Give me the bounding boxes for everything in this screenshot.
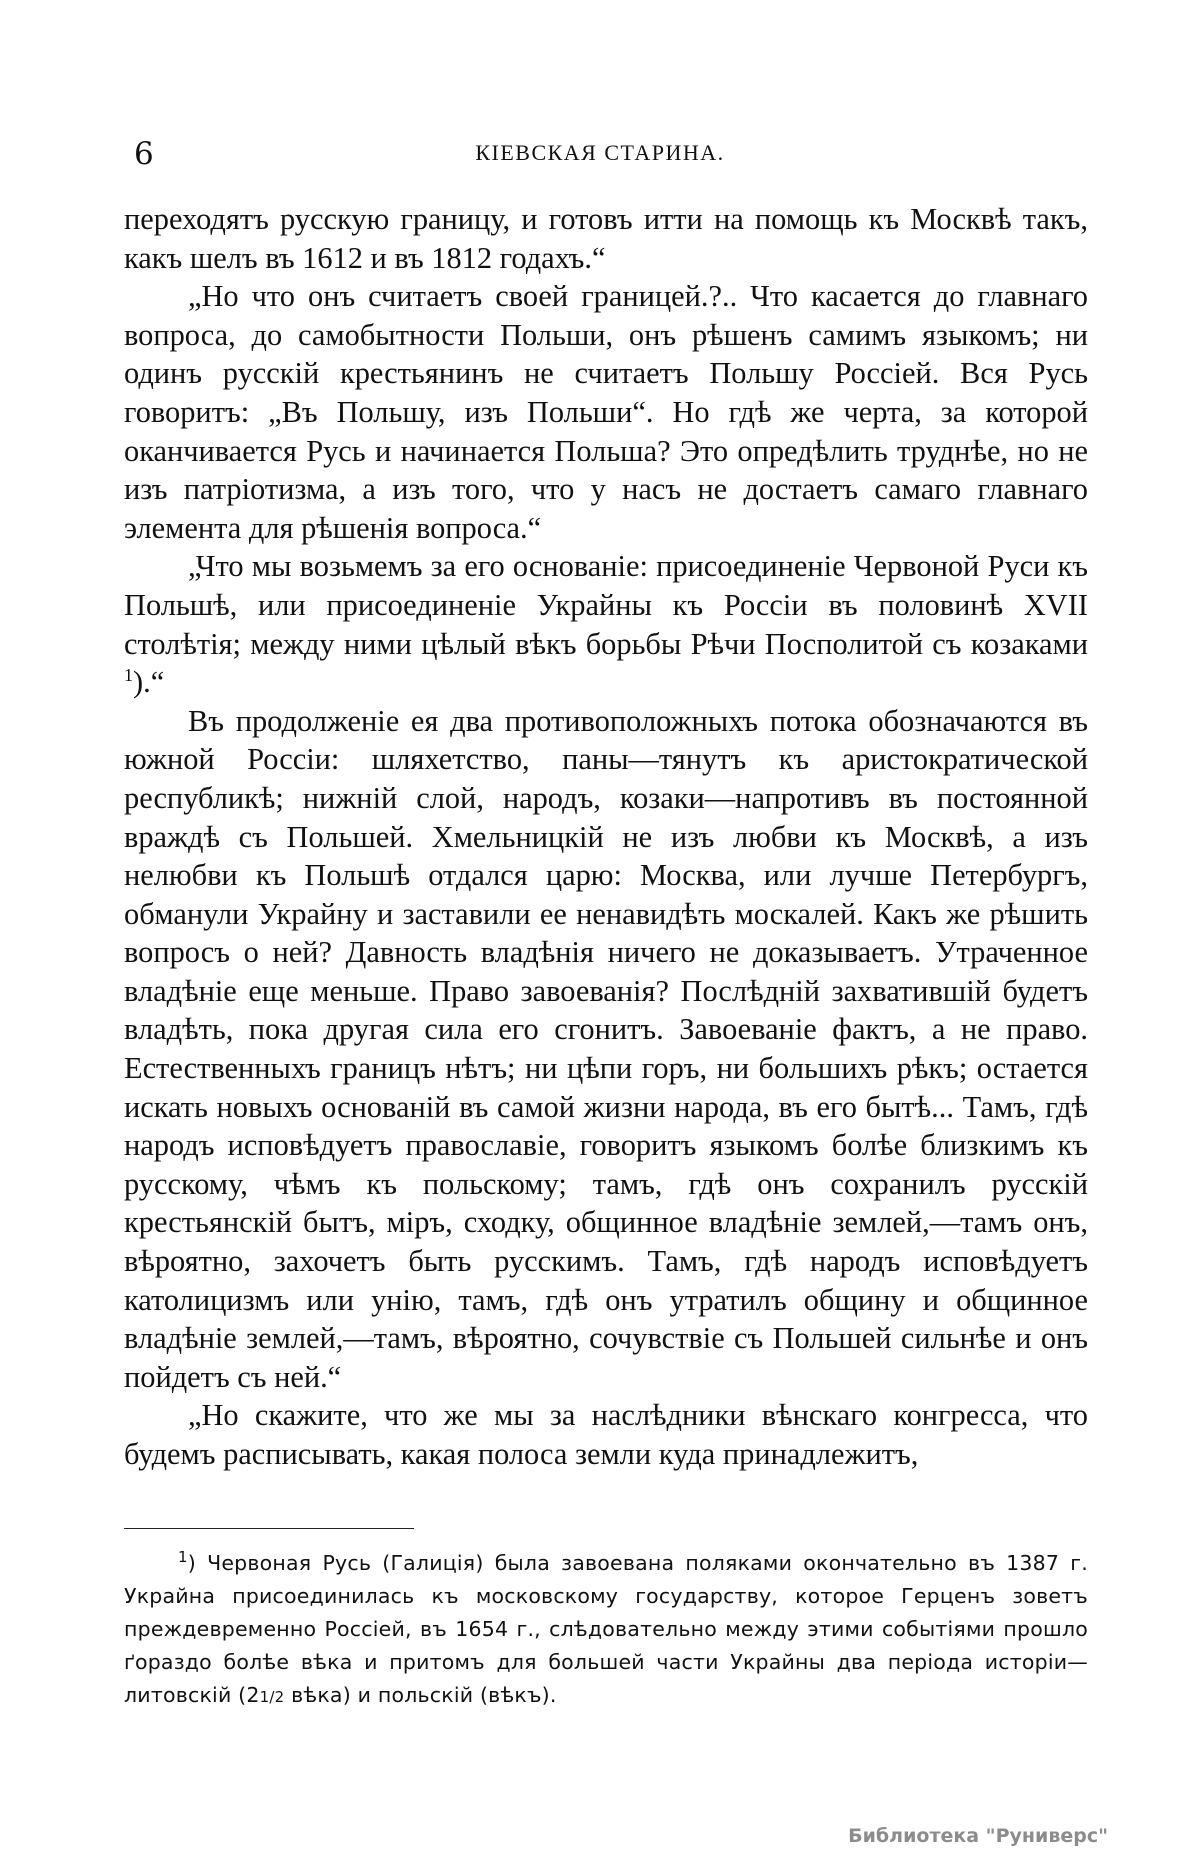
paragraph-3-closing: ).“ — [133, 665, 165, 700]
footnote-fraction: 1/2 — [259, 1688, 285, 1706]
main-text — [124, 200, 1088, 1474]
running-title: КІЕВСКАЯ СТАРИНА. — [475, 140, 725, 165]
footnote-mark: 1 — [178, 1548, 188, 1567]
footnote-reference: 1 — [124, 665, 133, 685]
footnote-text-end: вѣка) и польскій (вѣкъ). — [284, 1683, 557, 1707]
library-watermark: Библиотека "Руниверс" — [848, 1825, 1108, 1847]
footnote-divider — [124, 1528, 414, 1529]
footnote-text-start: ) Червоная Русь (Галиція) была завоевана поляками окончательно въ 1387 г. Украйна присоединилась къ московскому государству, которое Герценъ зоветъ преждевременно Россіей, въ 1654 г., слѣдовательно между этими событіями прошло ґораздо болѣе вѣка и притомъ для большей части Украйны два періода исторіи—литовскій (2 — [124, 1551, 1088, 1707]
paragraph-3-text: „Что мы возьмемъ за его основаніе: присоединеніе Червоной Руси къ Польшѣ, или присоединеніе Украйны къ Россіи въ половинѣ XVII столѣтія; между ними цѣлый вѣкъ борьбы Рѣчи Посполитой съ козаками — [124, 549, 1088, 661]
paragraph-2: „Но что онъ считаетъ своей границей.?.. Что касается до главнаго вопроса, до самобытности Польши, онъ рѣшенъ самимъ языкомъ; ни одинъ русскій крестьянинъ не считаетъ Польшу Россіей. Вся Русь говоритъ: „Въ Польшу, изъ Польши“. Но гдѣ же черта, за которой оканчивается Русь и начинается Польша? Это опредѣлить труднѣе, но не изъ патріотизма, а изъ того, что у насъ не достаетъ самаго главнаго элемента для рѣшенія вопроса.“ — [124, 279, 1088, 545]
paragraph-4: Въ продолженіе ея два противоположныхъ потока обозначаются въ южной Россіи: шляхетство, паны—тянутъ къ аристократической республикѣ; нижній слой, народъ, козаки—напротивъ въ постоянной враждѣ съ Польшей. Хмельницкій не изъ любви къ Москвѣ, а изъ нелюбви къ Польшѣ отдался царю: Москва, или лучше Петербургъ, обманули Украйну и заставили ее ненавидѣть москалей. Какъ же рѣшить вопросъ о ней? Давность владѣнія ничего не доказываетъ. Утраченное владѣніе еще меньше. Право завоеванія? Послѣдній захватившій будетъ владѣть, пока другая сила его сгонитъ. Завоеваніе фактъ, а не право. Естественныхъ границъ нѣтъ; ни цѣпи горъ, ни большихъ рѣкъ; остается искать новыхъ основаній въ самой жизни народа, въ его бытѣ... Тамъ, гдѣ народъ исповѣдуетъ православіе, говоритъ языкомъ болѣе близкимъ къ русскому, чѣмъ къ польскому; тамъ, гдѣ онъ сохранилъ русскій крестьянскій бытъ, міръ, сходку, общинное владѣніе землей,—тамъ онъ, вѣроятно, захочетъ быть русскимъ. Тамъ, гдѣ народъ исповѣдуетъ католицизмъ или унію, тамъ, гдѣ онъ утратилъ общину и общинное владѣніе землей,—тамъ, вѣроятно, сочувствіе съ Польшей сильнѣе и онъ пойдетъ съ ней.“ — [124, 703, 1088, 1394]
page-number: 6 — [134, 136, 154, 172]
paragraph-3 — [124, 547, 1088, 701]
footnote — [124, 1547, 1088, 1714]
paragraph-5: „Но скажите, что же мы за наслѣдники вѣнскаго конгресса, что будемъ расписывать, какая полоса земли куда принадлежитъ, — [124, 1398, 1088, 1471]
paragraph-1: переходятъ русскую границу, и готовъ итти на помощь къ Москвѣ такъ, какъ шелъ въ 1612 и въ 1812 годахъ.“ — [124, 202, 1088, 275]
